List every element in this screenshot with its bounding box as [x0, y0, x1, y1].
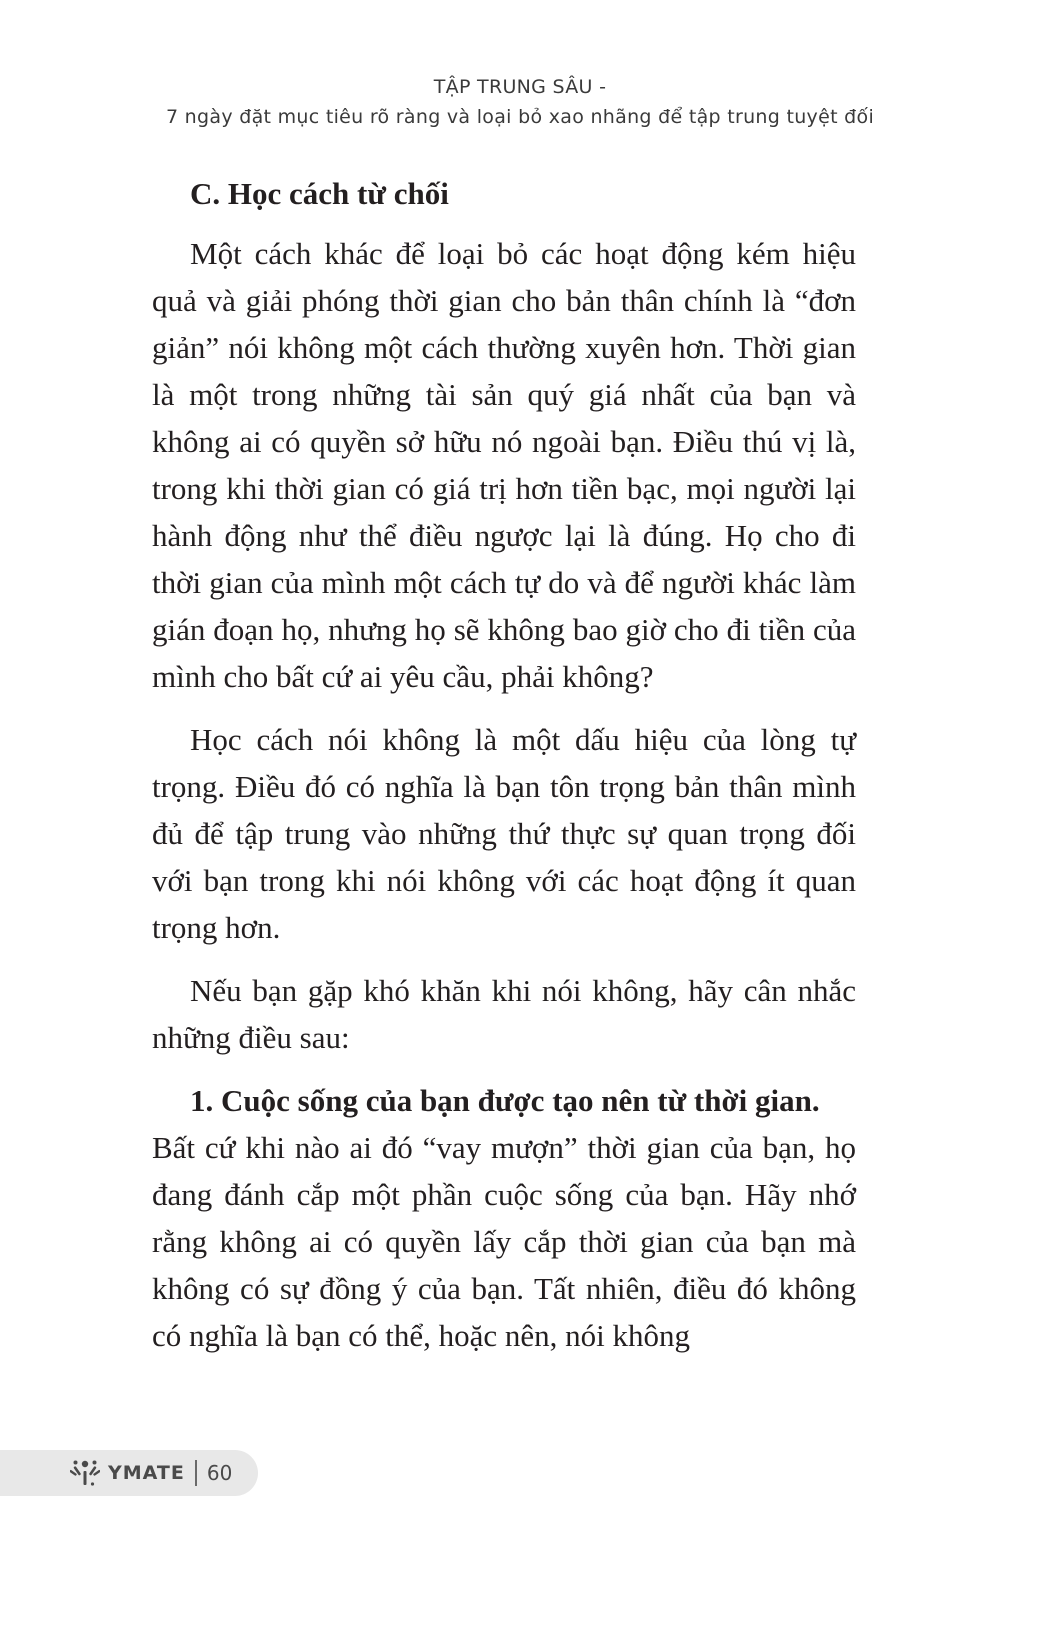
page-body	[152, 170, 856, 1359]
paragraph-3: Nếu bạn gặp khó khăn khi nói không, hãy cân nhắc những điều sau:	[152, 973, 856, 1055]
page-footer	[0, 1450, 258, 1496]
book-subtitle: 7 ngày đặt mục tiêu rõ ràng và loại bỏ xao nhãng để tập trung tuyệt đối	[165, 106, 875, 128]
numbered-point-1	[152, 1077, 856, 1359]
brand-name: YMATE	[108, 1462, 185, 1484]
footer-divider	[195, 1460, 197, 1486]
ymate-logo-icon	[70, 1458, 100, 1488]
point-1-text: Bất cứ khi nào ai đó “vay mượn” thời gian của bạn, họ đang đánh cắp một phần cuộc sống của bạn. Hãy nhớ rằng không ai có quyền lấy cắp thời gian của bạn mà không có sự đồng ý của bạn. Tất nhiên, điều đó không có nghĩa là bạn có thể, hoặc nên, nói không	[152, 1130, 856, 1353]
running-header	[0, 72, 1040, 132]
paragraph-2: Học cách nói không là một dấu hiệu của lòng tự trọng. Điều đó có nghĩa là bạn tôn trọng bản thân mình đủ để tập trung vào những thứ thực sự quan trọng đối với bạn trong khi nói không với các hoạt động ít quan trọng hơn.	[152, 722, 856, 945]
page-number: 60	[206, 1461, 233, 1485]
paragraph-1: Một cách khác để loại bỏ các hoạt động kém hiệu quả và giải phóng thời gian cho bản thân chính là “đơn giản” nói không một cách thường xuyên hơn. Thời gian là một trong những tài sản quý giá nhất của bạn và không ai có quyền sở hữu nó ngoài bạn. Điều thú vị là, trong khi thời gian có giá trị hơn tiền bạc, mọi người lại hành động như thể điều ngược lại là đúng. Họ cho đi thời gian của mình một cách tự do và để người khác làm gián đoạn họ, nhưng họ sẽ không bao giờ cho đi tiền của mình cho bất cứ ai yêu cầu, phải không?	[152, 236, 856, 694]
book-title: TẬP TRUNG SÂU -	[433, 76, 607, 98]
point-1-heading: 1. Cuộc sống của bạn được tạo nên từ thời gian.	[190, 1083, 820, 1118]
section-heading: C. Học cách từ chối	[190, 176, 449, 211]
